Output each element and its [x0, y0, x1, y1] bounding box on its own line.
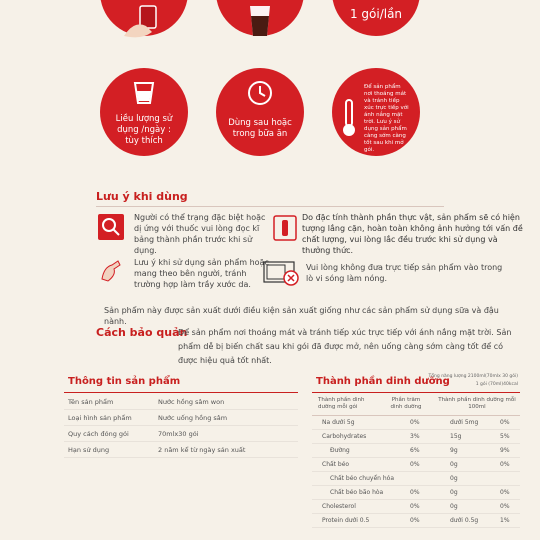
nutrient-name: Chất béo [322, 461, 350, 468]
nutrient-pct-100: 5% [500, 433, 510, 440]
cup-icon [132, 80, 156, 106]
note-allergy: Người có thể trạng đặc biệt hoặc dị ứng với thuốc vui lòng đọc kĩ bảng thành phần trước khi sử dụng. [134, 213, 266, 255]
product-info-divider [64, 392, 298, 393]
table-row [64, 410, 298, 426]
row-value: Nước uống hồng sâm [158, 414, 228, 422]
magnifier-box-icon [98, 214, 124, 240]
product-info-rows [64, 394, 298, 458]
nutrient-pct-100: 0% [500, 489, 510, 496]
note-carry: Lưu ý khi sử dụng sản phẩm hoặc mang theo bên người, tránh trường hợp làm trầy xước da. [134, 258, 269, 289]
product-info-title: Thông tin sản phẩm [68, 376, 181, 387]
nutrient-pct-100: 0% [500, 503, 510, 510]
nutrient-amount: 0g [450, 489, 458, 496]
nutrient-name: Cholesterol [322, 503, 356, 510]
disclaimer: Sản phẩm này được sản xuất dưới điều kiện sản xuất giống như các sản phẩm sử dụng sữa và đậu nành. [104, 306, 499, 326]
dose-label: 1 gói/lần [349, 7, 403, 21]
nutrient-pct: 0% [410, 489, 420, 496]
nutrient-name: Chất béo chuyển hóa [330, 475, 395, 482]
nutrient-amount: dưới 0.5g [450, 517, 479, 524]
microwave-no-icon [262, 260, 300, 286]
hand-sachet-icon [118, 2, 168, 42]
table-row [312, 430, 520, 444]
nutrient-pct: 0% [410, 503, 420, 510]
row-label: Quy cách đóng gói [68, 430, 129, 438]
nutrient-name: Carbohydrates [322, 433, 367, 440]
row-label: Hạn sử dụng [68, 446, 110, 454]
nutrient-pct-100: 9% [500, 447, 510, 454]
nutrient-amount: 0g [450, 503, 458, 510]
notes-title: Lưu ý khi dùng [96, 190, 188, 203]
nutrient-name: Na dưới 5g [322, 419, 355, 426]
nutrient-pct-100: 0% [500, 461, 510, 468]
table-row [312, 472, 520, 486]
nutrient-name: Đường [330, 447, 350, 454]
timing-circle [216, 68, 304, 156]
nutrient-pct: 6% [410, 447, 420, 454]
nutrition-header [312, 394, 520, 416]
thermometer-icon [340, 98, 358, 138]
dosage-circle [100, 68, 188, 156]
table-row [312, 416, 520, 430]
row-label: Tên sản phẩm [68, 398, 114, 406]
nutrient-amount: 0g [450, 461, 458, 468]
nutrient-amount: 0g [450, 475, 458, 482]
drink-circle-top-middle [216, 0, 304, 36]
nutrition-divider [312, 392, 520, 393]
nutrition-title: Thành phần dinh dưỡng [316, 376, 450, 387]
header-percent: Phần trăm dinh dưỡng [390, 397, 422, 410]
header-per100: Thành phần dinh dưỡng mỗi 100ml [438, 397, 516, 410]
hand-warning-icon [98, 257, 124, 283]
table-row [64, 426, 298, 442]
note-microwave: Vui lòng không đưa trực tiếp sản phẩm vào trong lò vi sóng làm nóng. [306, 263, 503, 283]
table-row [312, 444, 520, 458]
table-row [312, 486, 520, 500]
storage-circle [332, 68, 420, 156]
storage-title: Cách bảo quản [96, 326, 188, 339]
row-label: Loại hình sản phẩm [68, 414, 132, 422]
nutrient-amount: 9g [450, 447, 458, 454]
table-row [64, 442, 298, 458]
glass-icon [240, 2, 280, 42]
nutrient-pct: 0% [410, 461, 420, 468]
nutrient-name: Chất béo bão hòa [330, 489, 384, 496]
dose-circle-top-left [100, 0, 188, 36]
energy-line-2: 1 gói (70ml)40kcal [475, 382, 518, 387]
clock-icon [246, 79, 274, 107]
notes-divider [96, 206, 444, 207]
nutrient-pct: 0% [410, 517, 420, 524]
note-sediment: Do đặc tính thành phần thực vật, sản phẩm sẽ có hiện tượng lắng cặn, hoàn toàn không ảnh hưởng tới vấn đề chất lượng, vui lòng lắc đều trước khi sử dụng và thưởng thức. [302, 213, 523, 255]
storage-text: Để sản phẩm nơi thoáng mát và tránh tiếp xúc trực tiếp với ánh nắng mặt trời. Sản phẩm dễ bị biến chất sau khi gói đã được mở, nên uống càng sớm càng tốt để có được hiệu quả tốt nhất. [178, 328, 512, 365]
timing-label: Dùng sau hoặc trong bữa ăn [228, 118, 292, 139]
row-value: 2 năm kể từ ngày sản xuất [158, 446, 246, 454]
dosage-label: Liều lượng sử dụng /ngày : tùy thích [115, 114, 173, 146]
bottle-icon [272, 214, 298, 242]
table-row [312, 458, 520, 472]
nutrient-pct: 3% [410, 433, 420, 440]
nutrient-amount: 15g [450, 433, 462, 440]
product-info-panel [64, 372, 298, 482]
nutrient-amount: dưới 5mg [450, 419, 479, 426]
nutrition-panel [312, 372, 520, 538]
energy-line-1: Tổng năng lượng 2100ml(70mlx 30 gói) [428, 374, 518, 379]
dose-circle-top-right [332, 0, 420, 36]
table-row [312, 500, 520, 514]
row-value: Nước hồng sâm won [158, 398, 225, 406]
nutrient-name: Protein dưới 0.5 [322, 517, 370, 524]
nutrient-pct: 0% [410, 419, 420, 426]
storage-circle-text: Để sản phẩm nơi thoáng mát và tránh tiếp xúc trực tiếp với ánh nắng mặt trời. Lưu ý sử dụng sản phẩm càng sớm càng tốt sau khi mở gói. [364, 84, 409, 153]
nutrient-pct-100: 1% [500, 517, 510, 524]
header-name: Thành phần dinh dưỡng mỗi gói [318, 397, 365, 410]
table-row [64, 394, 298, 410]
table-row [312, 514, 520, 528]
nutrient-pct-100: 0% [500, 419, 510, 426]
row-value: 70mlx30 gói [158, 430, 199, 438]
